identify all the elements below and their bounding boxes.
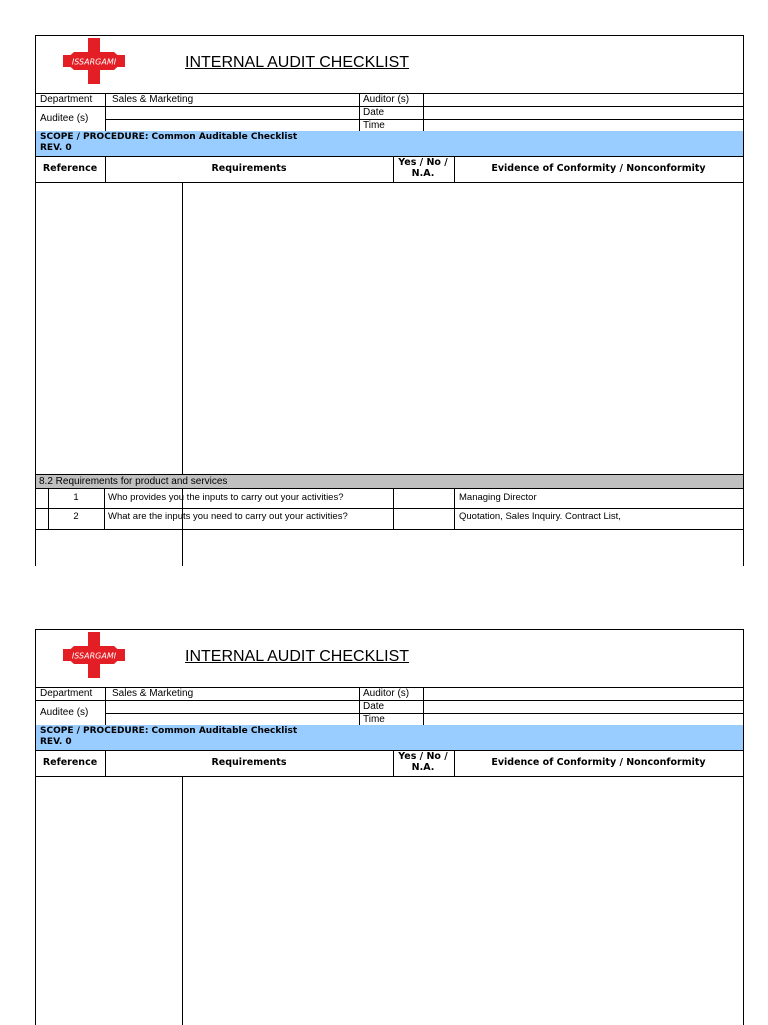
auditee-label: Auditee (s) bbox=[40, 707, 89, 718]
row-no: 1 bbox=[73, 492, 79, 503]
rev-text: REV. 0 bbox=[40, 737, 72, 747]
department-label: Department bbox=[40, 688, 93, 699]
date-label: Date bbox=[363, 701, 385, 712]
section-header: 8.2 Requirements for product and services bbox=[36, 474, 743, 489]
col-reference: Reference bbox=[42, 163, 98, 174]
col-evidence: Evidence of Conformity / Nonconformity bbox=[491, 757, 706, 768]
row-question: What are the inputs you need to carry out your activities? bbox=[108, 511, 348, 522]
scope-text: SCOPE / PROCEDURE: Common Auditable Checklist bbox=[40, 726, 298, 736]
time-label: Time bbox=[363, 120, 385, 131]
col-yesno: Yes / No / N.A. bbox=[398, 157, 448, 179]
form-header bbox=[36, 630, 743, 688]
logo-text: ISSARGAMI bbox=[71, 57, 117, 67]
col-yesno: Yes / No / N.A. bbox=[398, 751, 448, 773]
company-logo bbox=[60, 630, 128, 680]
row-evidence: Managing Director bbox=[459, 492, 537, 503]
col-requirements: Requirements bbox=[211, 163, 287, 174]
col-reference: Reference bbox=[42, 757, 98, 768]
department-label: Department bbox=[40, 94, 93, 105]
row-question: Who provides you the inputs to carry out your activities? bbox=[108, 492, 344, 503]
form-header bbox=[36, 36, 743, 94]
company-logo bbox=[60, 36, 128, 86]
scope-bar bbox=[36, 131, 743, 157]
checklist-page-2 bbox=[35, 629, 744, 1025]
time-label: Time bbox=[363, 714, 385, 725]
scope-text: SCOPE / PROCEDURE: Common Auditable Checklist bbox=[40, 132, 298, 142]
auditee-label: Auditee (s) bbox=[40, 113, 89, 124]
form-title: INTERNAL AUDIT CHECKLIST bbox=[185, 54, 410, 71]
col-evidence: Evidence of Conformity / Nonconformity bbox=[491, 163, 706, 174]
row-evidence: Quotation, Sales Inquiry. Contract List, bbox=[459, 511, 621, 522]
row-no: 2 bbox=[73, 511, 79, 522]
rev-text: REV. 0 bbox=[40, 143, 72, 153]
department-value: Sales & Marketing bbox=[112, 94, 194, 105]
auditor-label: Auditor (s) bbox=[363, 688, 410, 699]
checklist-page-1 bbox=[35, 35, 744, 566]
date-label: Date bbox=[363, 107, 385, 118]
col-requirements: Requirements bbox=[211, 757, 287, 768]
auditor-label: Auditor (s) bbox=[363, 94, 410, 105]
form-title: INTERNAL AUDIT CHECKLIST bbox=[185, 648, 410, 665]
department-value: Sales & Marketing bbox=[112, 688, 194, 699]
logo-text: ISSARGAMI bbox=[71, 651, 117, 661]
scope-bar bbox=[36, 725, 743, 751]
